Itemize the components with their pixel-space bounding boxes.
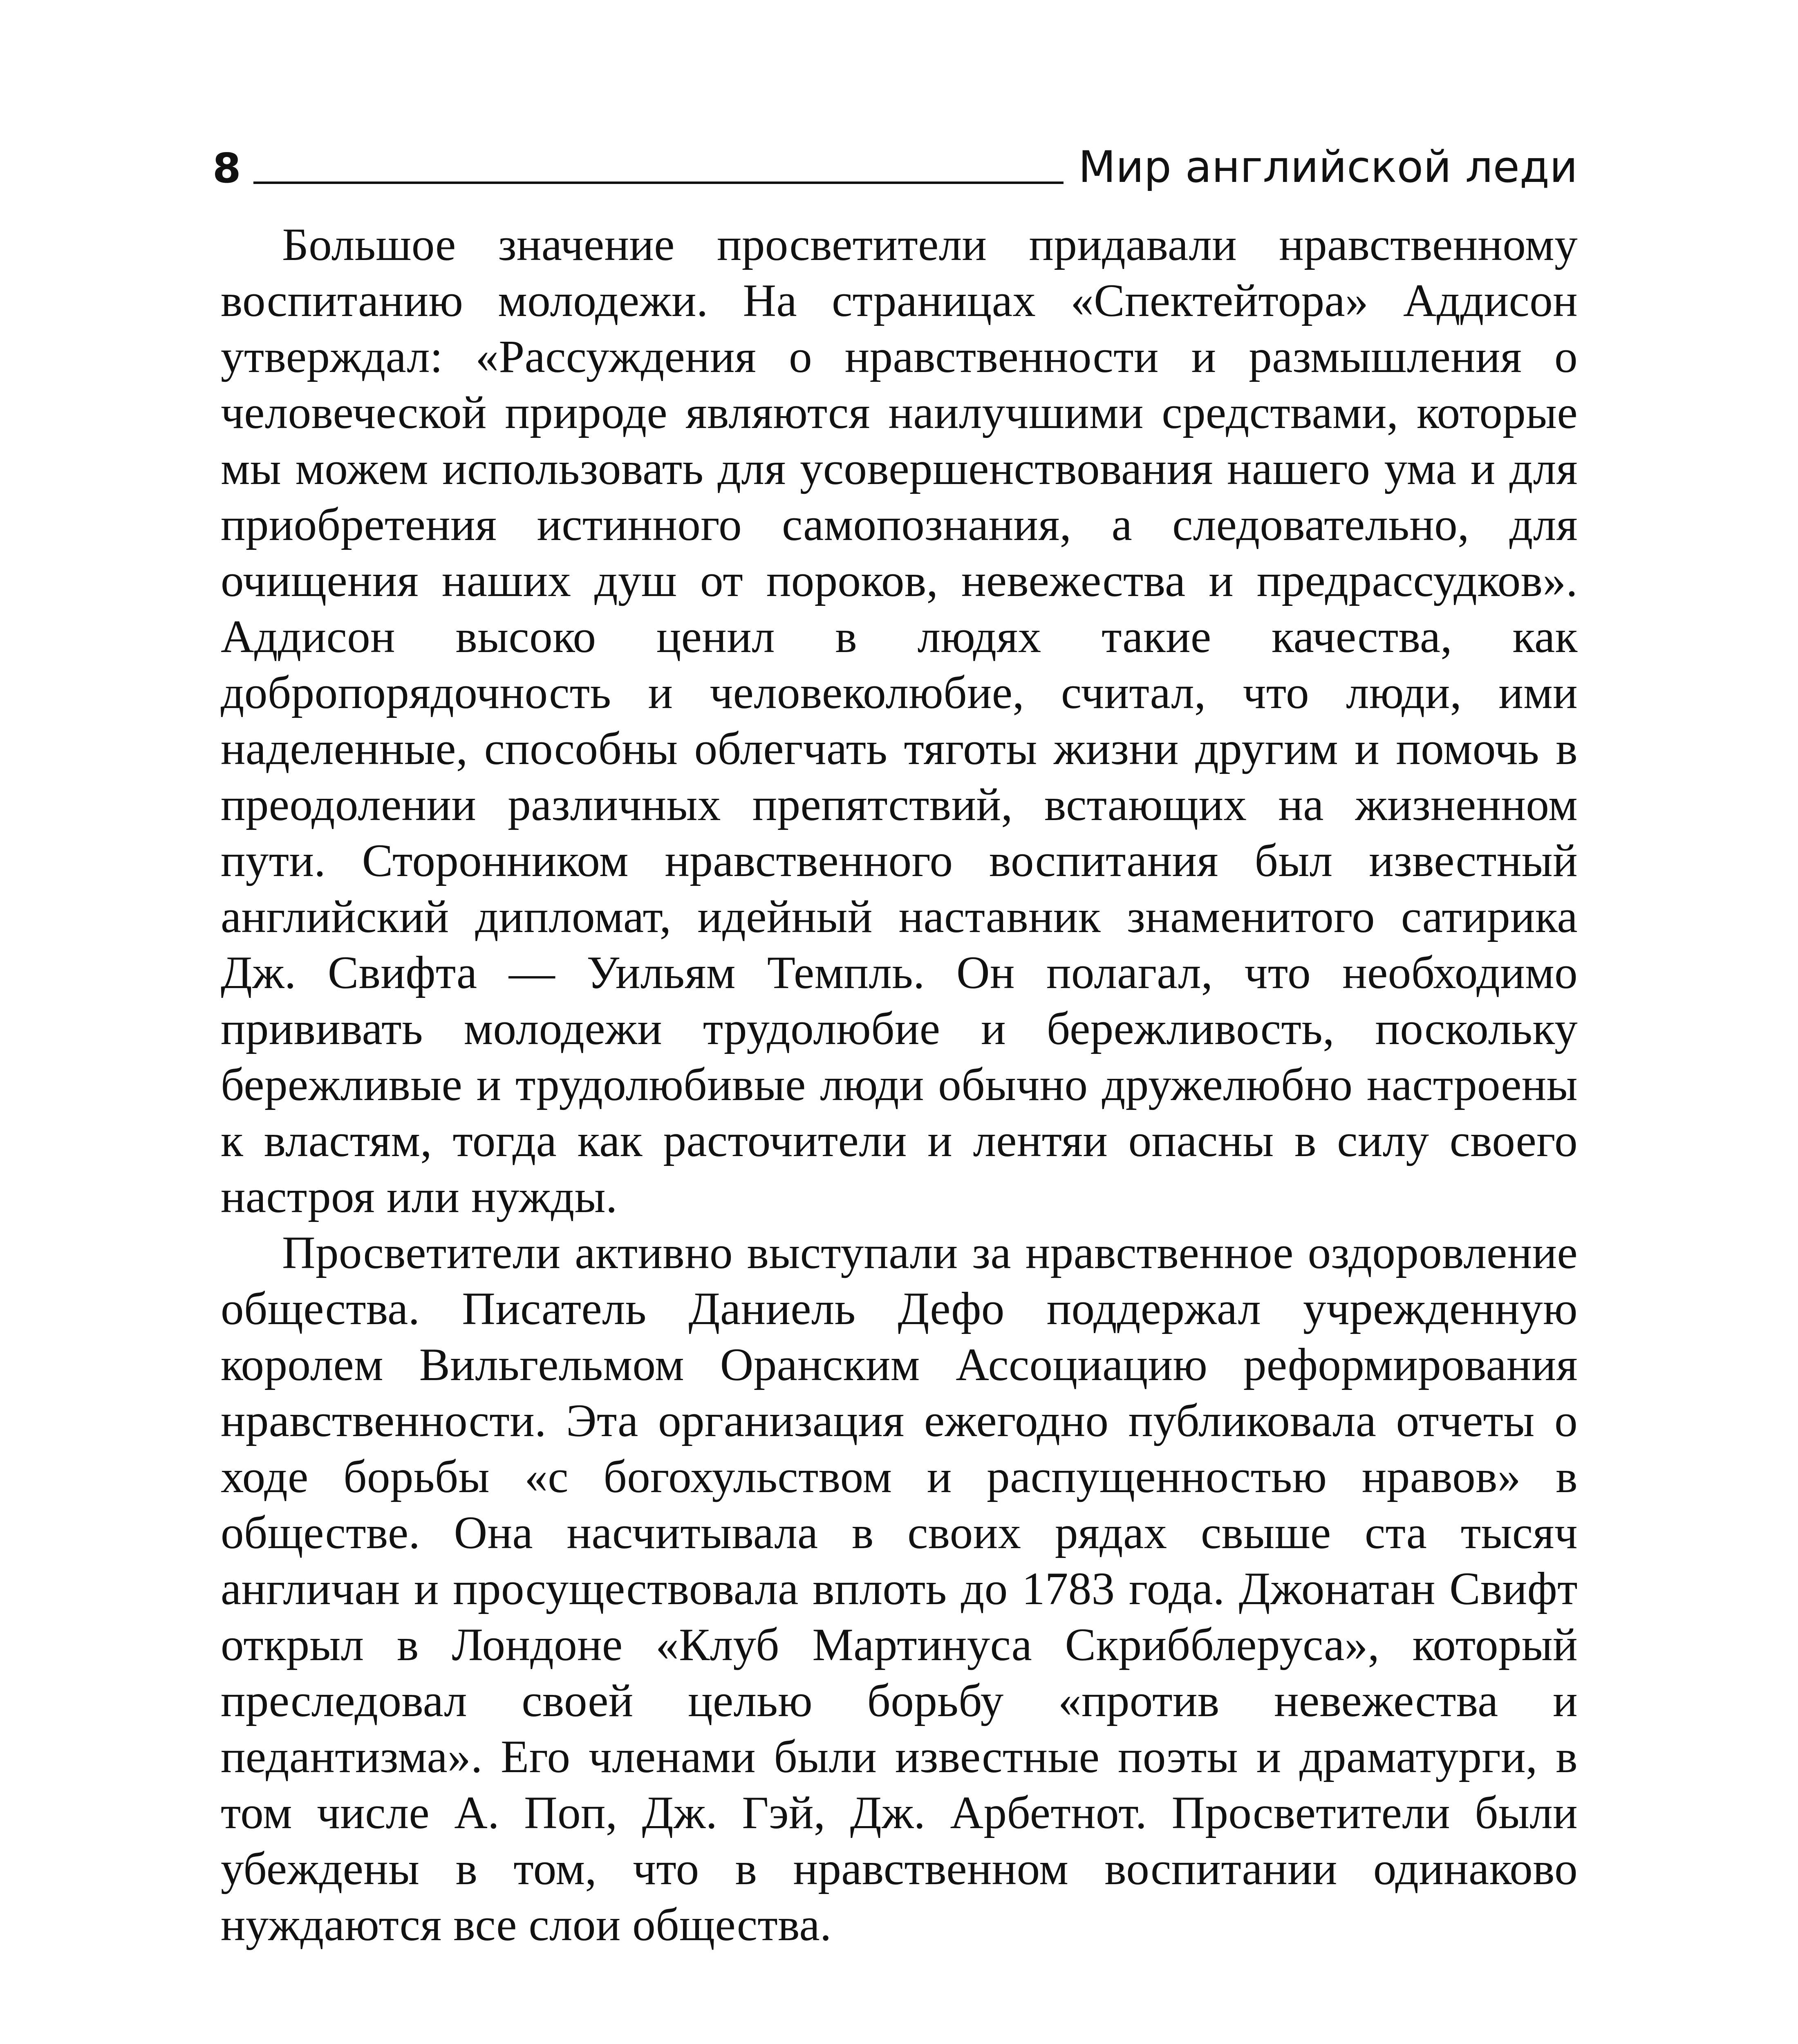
running-head	[213, 123, 1578, 196]
header-rule	[253, 182, 1064, 184]
page-number: 8	[213, 144, 241, 192]
paragraph-society: Просветители активно выступали за нравственное оздоровление общества. Писатель Даниель Дефо поддержал учрежденную королем Вильгельмом Оранским Ассоциацию реформирования нравственности. Эта организация ежегодно публиковала отчеты о ходе борьбы «с богохульством и распущенностью нравов» в обществе. Она насчитывала в своих рядах свыше ста тысяч англичан и просуществовала вплоть до 1783 года. Джонатан Свифт открыл в Лондоне «Клуб Мартинуса Скрибблеруса», который преследовал своей целью борьбу «против невежества и педантизма». Его членами были известные поэты и драматурги, в том числе А. Поп, Дж. Гэй, Дж. Арбетнот. Просветители были убеждены в том, что в нравственном воспитании одинаково нуждаются все слои общества.	[221, 1227, 1578, 1950]
main-text	[221, 217, 1578, 1953]
running-title: Мир английской леди	[1078, 142, 1578, 192]
paragraph-education: Большое значение просветители придавали нравственному воспитанию молодежи. На страницах «Спектейтора» Аддисон утверждал: «Рассуждения о нравственности и размышления о человеческой природе являются наилучшими средствами, которые мы можем использовать для усовершенствования нашего ума и для приобретения истинного самопознания, а следовательно, для очищения наших душ от пороков, невежества и предрассудков». Аддисон высоко ценил в людях такие качества, как добропорядочность и человеколюбие, считал, что люди, ими наделенные, способны облегчать тяготы жизни другим и помочь в преодолении различных препятствий, встающих на жизненном пути. Сторонником нравственного воспитания был известный английский дипломат, идейный наставник знаменитого сатирика Дж. Свифта — Уильям Темпль. Он полагал, что необходимо прививать молодежи трудолюбие и бережливость, поскольку бережливые и трудолюбивые люди обычно дружелюбно настроены к властям, тогда как расточители и лентяи опасны в силу своего настроя или нужды.	[221, 219, 1578, 1222]
